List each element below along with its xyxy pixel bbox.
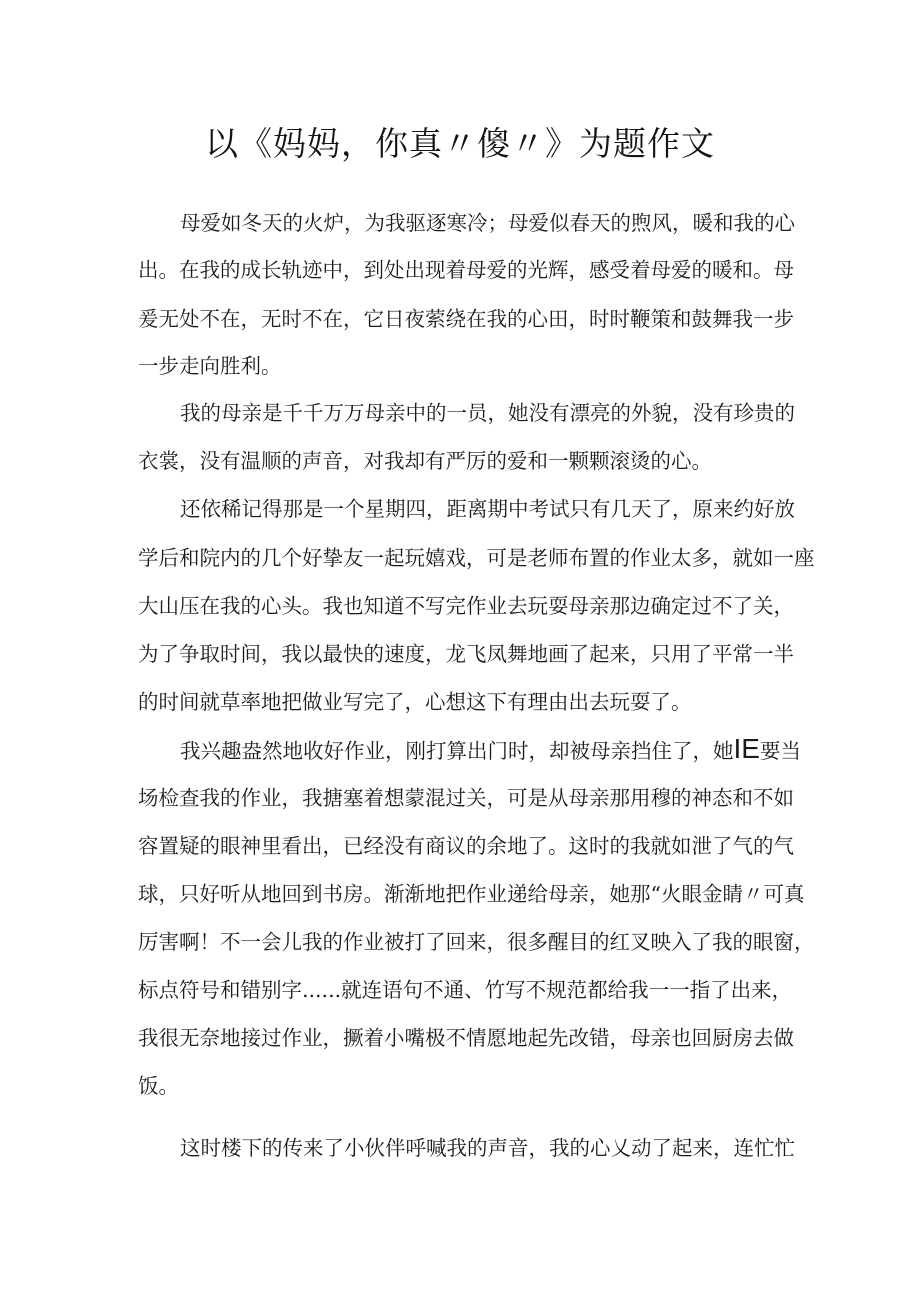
paragraph-line: 我的母亲是千千万万母亲中的一员，她没有漂亮的外貌，没有珍贵的 [180, 401, 795, 425]
text-fragment: 我兴趣盎然地收好作业，刚打算出门时，却被母亲挡住了，她 [180, 739, 734, 763]
paragraph-line: 衣裳，没有温顺的声音，对我却有严厉的爱和一颗颗滚烫的心。 [138, 449, 712, 473]
paragraph-line: 出。在我的成长轨迹中，到处出现着母爱的光辉，感受着母爱的暖和。母 [138, 258, 794, 282]
paragraph-line: 母爱如冬天的火炉，为我驱逐寒冷；母爱似春天的煦风，暖和我的心 [180, 211, 795, 235]
paragraph-line: 这时楼下的传来了小伙伴呼喊我的声音，我的心乂动了起来，连忙忙 [180, 1136, 795, 1160]
paragraph-line: 场检查我的作业，我搪塞着想蒙混过关，可是从母亲那用穆的神态和不如 [138, 786, 794, 810]
paragraph-line: 学后和院内的几个好挚友一起玩嬉戏，可是老师布置的作业太多，就如一座 [138, 546, 815, 570]
paragraph-line: 还依稀记得那是一个星期四，距离期中考试只有几天了，原来约好放 [180, 497, 795, 521]
paragraph-line: 的时间就草率地把做业写完了，心想这下有理由出去玩耍了。 [138, 690, 692, 714]
paragraph-line: 大山压在我的心头。我也知道不写完作业去玩耍母亲那边确定过不了关， [138, 594, 794, 618]
paragraph-line: 标点符号和错别字......就连语句不通、竹写不规范都给我一一指了出来， [138, 978, 793, 1002]
paragraph-line: 爰无处不在，无时不在，它日夜萦绕在我的心田，时时鞭策和鼓舞我一步 [138, 307, 794, 331]
text-fragment: 要当 [759, 739, 801, 763]
paragraph-line [180, 733, 801, 764]
paragraph-line: 我很无奈地接过作业，撅着小嘴极不情愿地起先改错，母亲也回厨房去做 [138, 1026, 794, 1050]
paragraph-line: 饭。 [138, 1074, 179, 1098]
paragraph-line: 厉害啊！不一会儿我的作业被打了回来，很多醒目的红叉映入了我的眼窗， [138, 930, 815, 954]
paragraph-line: 容置疑的眼神里看出，已经没有商议的余地了。这时的我就如泄了气的气 [138, 834, 794, 858]
text-fragment: IE [733, 733, 760, 764]
paragraph-line: 一步走向胜利。 [138, 354, 282, 378]
paragraph-line: 为了争取时间，我以最快的速度，龙飞凤舞地画了起来，只用了平常一半 [138, 642, 794, 666]
paragraph-line: 球，只好听从地回到书房。渐渐地把作业递给母亲，她那“火眼金睛〃可真 [138, 882, 805, 906]
document-title: 以《妈妈，你真〃傻〃》为题作文 [205, 124, 715, 163]
